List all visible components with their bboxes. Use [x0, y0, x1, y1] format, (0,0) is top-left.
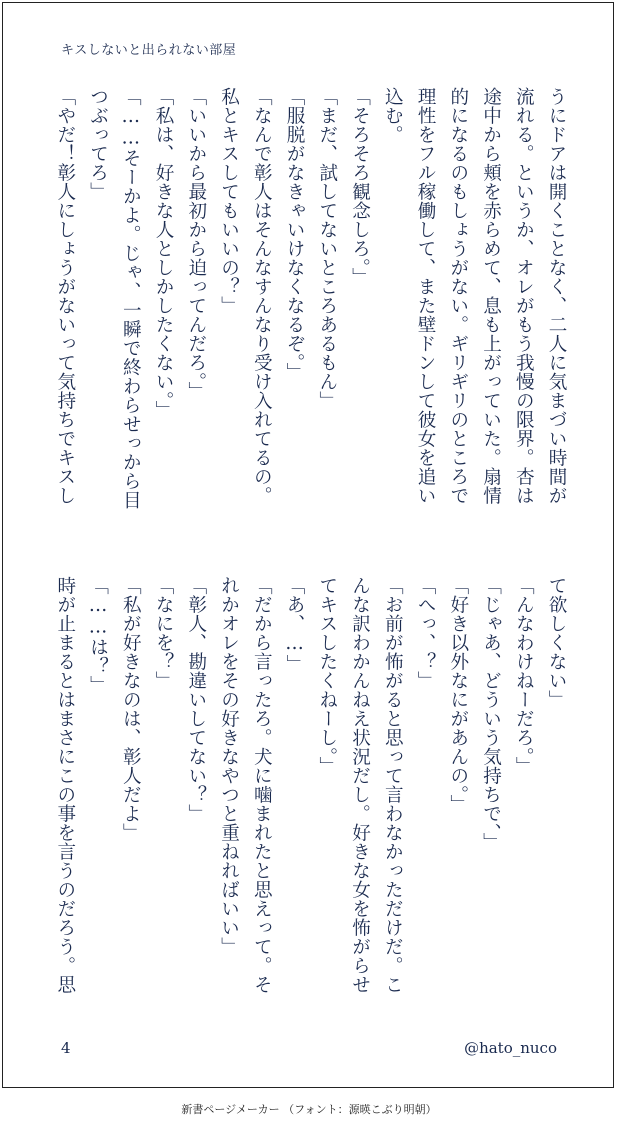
page-number: 4 [61, 1039, 71, 1057]
text-line: 的になるのもしょうがない。ギリギリのところで [447, 87, 469, 505]
text-line: 「彰人、勘違いしてない？」 [185, 576, 207, 823]
text-line: 「あ、…」 [284, 576, 305, 674]
text-line: 「好き以外なにがあんの。」 [447, 576, 469, 814]
text-line: 途中から頬を赤らめて、息も上がっていた。扇情 [480, 87, 502, 505]
text-line: 「なにを？」 [153, 576, 174, 690]
text-line: てキスしたくねーし。」 [316, 576, 338, 776]
text-line: 流れる。というか、オレがもう我慢の限界。杏は [513, 87, 535, 505]
text-line: 「んなわけねーだろ。」 [513, 576, 535, 776]
text-line: うにドアは開くことなく、二人に気まづい時間が [546, 87, 567, 505]
text-line: 「へっ、？」 [415, 576, 436, 690]
text-line: 時が止まるとはまさにこの事を言うのだろう。思 [54, 576, 76, 994]
text-line: つぶってろ」 [87, 87, 109, 201]
text-line: 「だから言ったろ。犬に噛まれたと思えって。そ [251, 576, 273, 994]
text-block-bottom [49, 576, 573, 1006]
text-line: 「いいから最初から迫ってんだろ。」 [185, 87, 207, 401]
text-line: 理性をフル稼働して、また壁ドンして彼女を追い [415, 87, 436, 505]
text-line: 「まだ、試してないところあるもん」 [316, 87, 338, 410]
text-line: 「お前が怖がると思って言わなかっただけだ。こ [382, 576, 404, 994]
text-line: 「私が好きなのは、彰人だよ」 [120, 576, 142, 842]
text-line: 「……そーかよ。じゃ、一瞬で終わらせっから目 [120, 87, 142, 510]
page-title: キスしないと出られない部屋 [61, 43, 237, 58]
page-frame [2, 2, 614, 1088]
text-line: 「なんで彰人はそんなすんなり受け入れてるの。 [251, 87, 273, 505]
text-line: れかオレをその好きなやつと重ねればいい」 [218, 576, 240, 956]
text-line: 「やだ！彰人にしょうがないって気持ちでキスし [54, 87, 76, 505]
text-line: 私とキスしてもいいの？」 [218, 87, 240, 315]
text-line: 「私は、好きな人としかしたくない。」 [153, 87, 174, 420]
generator-credit: 新書ページメーカー （フォント：源暎こぶり明朝） [181, 1103, 437, 1116]
text-block-top [49, 87, 573, 517]
text-line: 「じゃあ、どういう気持ちで、」 [480, 576, 502, 852]
text-line: んな訳わかんねえ状況だし。好きな女を怖がらせ [349, 576, 371, 994]
text-line: 「……は？」 [87, 576, 109, 695]
text-line: 「そろそろ観念しろ。」 [349, 87, 371, 287]
text-line: 「服脱がなきゃいけなくなるぞ。」 [284, 87, 305, 382]
text-line: 込む。 [382, 87, 404, 144]
author-handle: @hato_nuco [464, 1039, 557, 1057]
text-line: て欲しくない」 [546, 576, 567, 709]
